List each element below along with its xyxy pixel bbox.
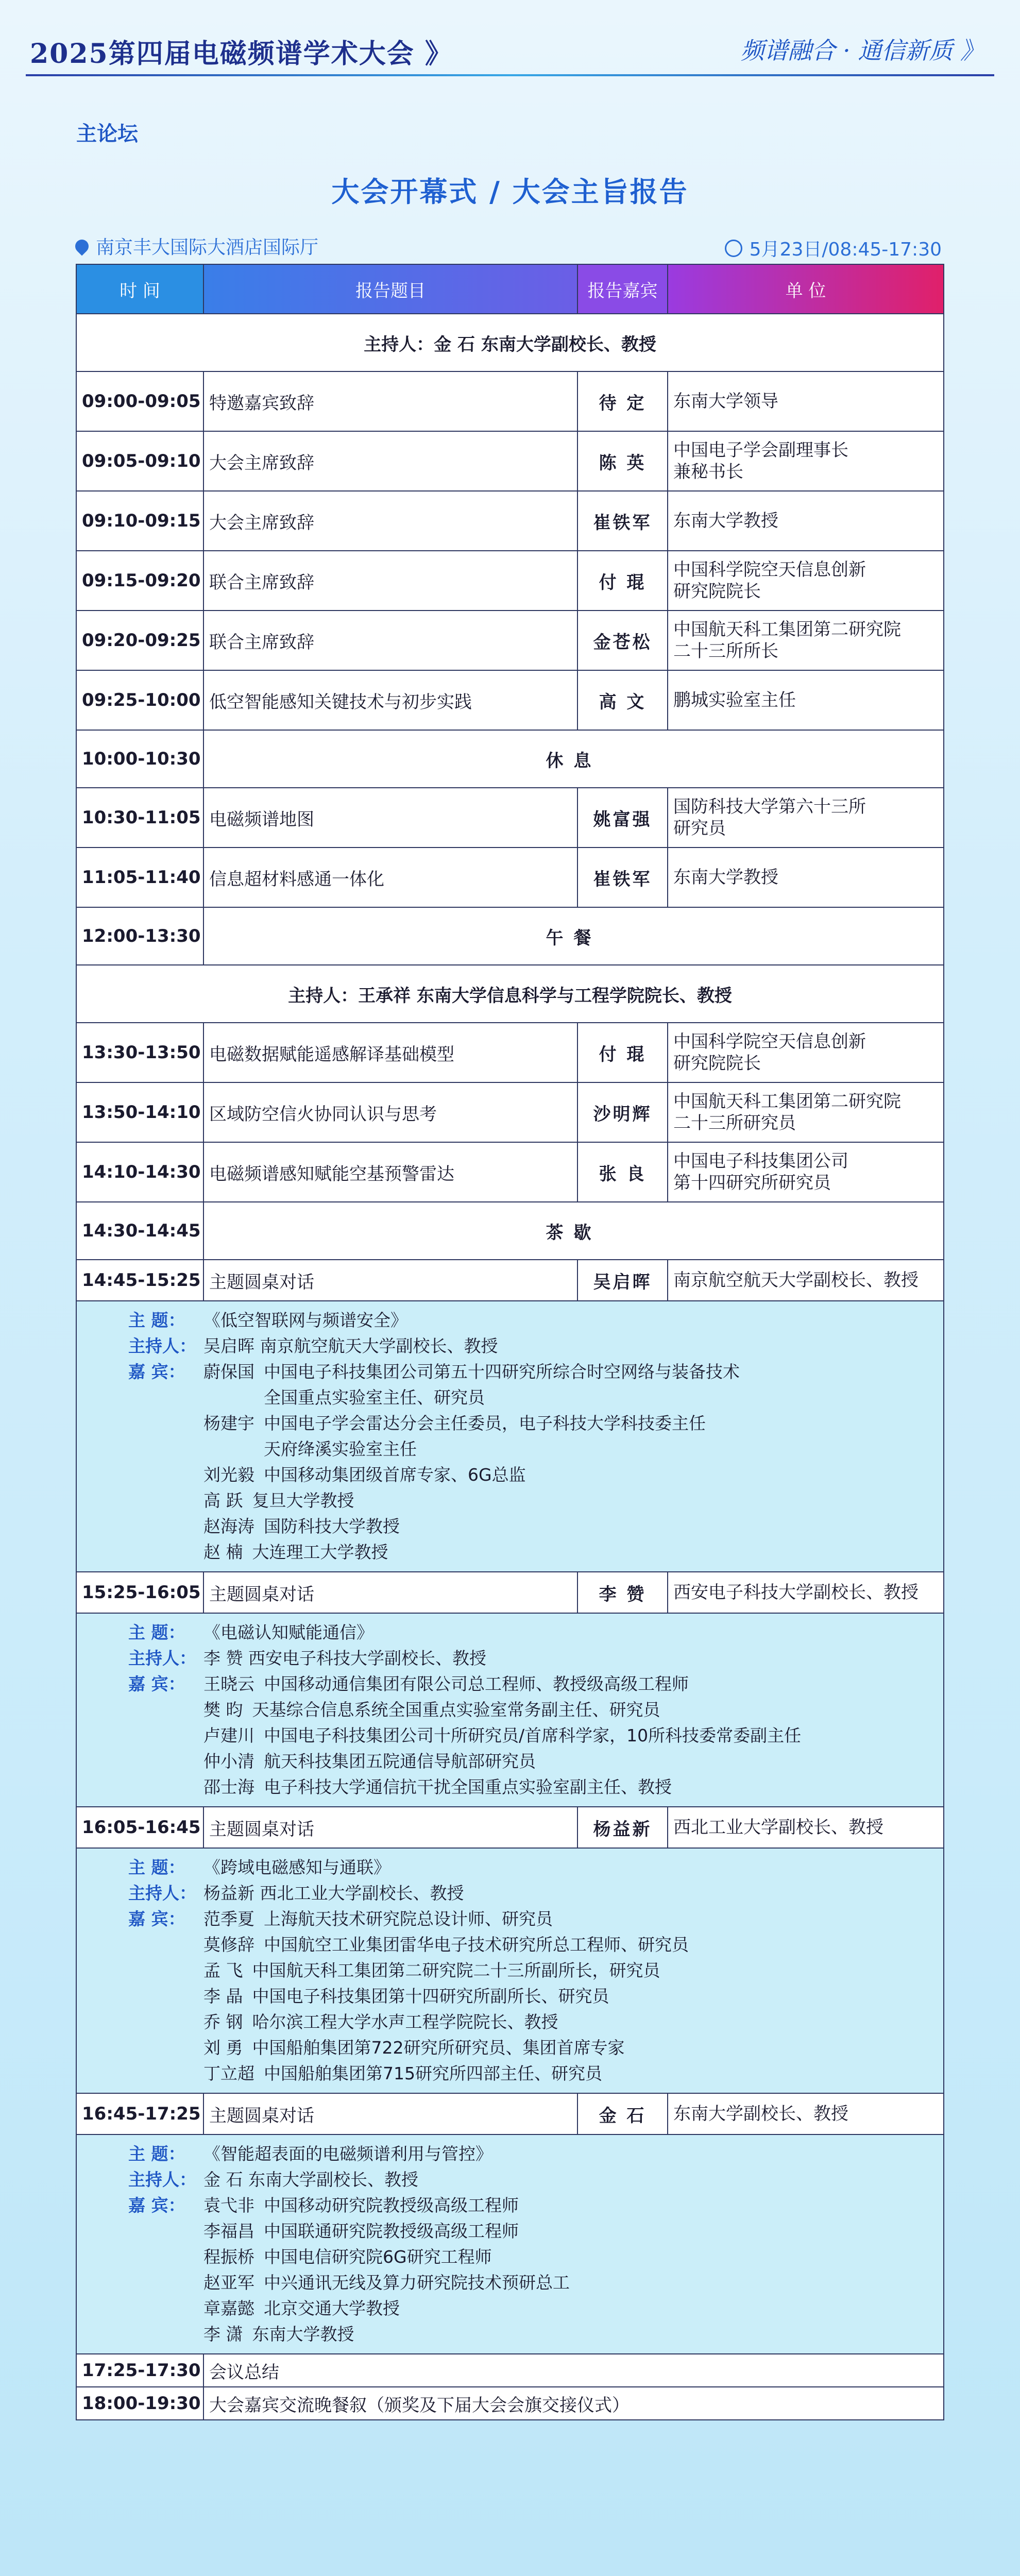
guest-entry [203,1539,943,1565]
guest-desc: 中国联通研究院教授级高级工程师 [264,2221,519,2241]
break-label: 休息 [203,730,944,788]
speaker-cell: 沙明辉 [577,1082,668,1142]
guest-desc: 中国移动通信集团有限公司总工程师、教授级高级工程师 [264,1674,689,1694]
guest-name: 赵亚军 [203,2273,254,2293]
table-row [76,788,944,848]
break-row [76,730,944,788]
theme-value: 《智能超表面的电磁频谱利用与管控》 [203,2144,492,2164]
time-cell: 12:00-13:30 [76,907,203,965]
unit-cell: 中国航天科工集团第二研究院 二十三所所长 [668,611,944,670]
guest-entry [203,2193,943,2218]
guest-name: 赵海涛 [203,1516,254,1536]
topic-cell: 主题圆桌对话 [203,1807,577,1848]
guest-name: 仲小清 [203,1751,254,1771]
guest-entry [203,2244,943,2270]
guest-entry [203,1932,943,1958]
guest-entry [203,1411,943,1462]
guest-name: 莫修辞 [203,1935,254,1955]
guest-entry [203,1958,943,1984]
guest-list [203,1671,943,1800]
speaker-cell: 李 赞 [577,1572,668,1613]
guest-desc: 中国移动集团级首席专家、6G总监 [264,1465,526,1485]
guest-key: 嘉 宾： [128,2195,185,2215]
guest-list [203,1906,943,2087]
speaker-cell: 陈 英 [577,431,668,491]
topic-cell: 大会主席致辞 [203,431,577,491]
date-time-text: 5月23日/08:45-17:30 [749,239,942,260]
speaker-cell: 付 琨 [577,551,668,611]
guest-entry [203,2009,943,2035]
guest-desc: 中国电子科技集团公司第五十四研究所综合时空网络与装备技术 全国重点实验室主任、研究员 [264,1362,740,1408]
col-unit: 单 位 [668,264,944,314]
host-value: 金 石 东南大学副校长、教授 [203,2170,418,2190]
theme-value: 《电磁认知赋能通信》 [203,1622,373,1642]
guest-desc: 北京交通大学教授 [264,2298,400,2318]
guest-desc: 中国航天科工集团第二研究院二十三所副所长，研究员 [252,1960,660,1980]
header-divider [26,74,994,76]
theme-key: 主 题： [128,2144,185,2164]
table-row [76,848,944,907]
host-key: 主持人： [128,2170,196,2190]
guest-entry [203,1749,943,1774]
guest-entry [203,2321,943,2347]
topic-cell: 信息超材料感通一体化 [203,848,577,907]
unit-cell: 东南大学教授 [668,848,944,907]
theme-key: 主 题： [128,1857,185,1877]
table-row [76,551,944,611]
time-cell: 09:15-09:20 [76,551,203,611]
topic-cell: 区域防空信火协同认识与思考 [203,1082,577,1142]
host-row [76,965,944,1023]
guest-name: 程振桥 [203,2247,254,2267]
theme-value: 《跨域电磁感知与通联》 [203,1857,390,1877]
guest-desc: 大连理工大学教授 [252,1542,388,1562]
guest-desc: 上海航天技术研究院总设计师、研究员 [264,1909,553,1929]
guest-name: 赵 楠 [203,1542,243,1562]
guest-entry [203,1359,943,1411]
conference-slogan: 频谱融合 · 通信新质 》 [740,37,984,64]
time-cell: 14:45-15:25 [76,1260,203,1301]
location-pin-icon [73,237,92,256]
panel-detail [76,1613,944,1807]
panel-detail-cell [76,2134,944,2354]
host-value: 李 赞 西安电子科技大学副校长、教授 [203,1648,486,1668]
guest-name: 卢建川 [203,1725,254,1745]
host-value: 杨益新 西北工业大学副校长、教授 [203,1883,464,1903]
topic-cell: 电磁频谱地图 [203,788,577,848]
unit-cell: 东南大学副校长、教授 [668,2093,944,2134]
unit-cell: 中国科学院空天信息创新 研究院院长 [668,1023,944,1082]
speaker-cell: 付 琨 [577,1023,668,1082]
panel-detail [76,1301,944,1572]
guest-name: 邵士海 [203,1777,254,1797]
host-key: 主持人： [128,1883,196,1903]
unit-cell: 中国电子学会副理事长 兼秘书长 [668,431,944,491]
col-topic: 报告题目 [203,264,577,314]
col-time: 时 间 [76,264,203,314]
table-row [76,1082,944,1142]
guest-key: 嘉 宾： [128,1909,185,1929]
guest-desc: 电子科技大学通信抗干扰全国重点实验室副主任、教授 [264,1777,672,1797]
topic-cell: 电磁数据赋能遥感解译基础模型 [203,1023,577,1082]
host-text: 主持人：金 石 东南大学副校长、教授 [76,314,944,371]
guest-name: 蔚保国 [203,1362,254,1382]
table-row [76,491,944,551]
time-cell: 16:45-17:25 [76,2093,203,2134]
unit-cell: 东南大学教授 [668,491,944,551]
table-row [76,371,944,431]
panel-detail-cell [76,1301,944,1572]
guest-desc: 东南大学教授 [252,2324,354,2344]
guest-name: 乔 钢 [203,2012,243,2032]
guest-entry [203,2035,943,2061]
closing-label: 大会嘉宾交流晚餐叙（颁奖及下届大会会旗交接仪式） [203,2387,944,2420]
panel-row [76,1260,944,1301]
panel-row [76,2093,944,2134]
time-cell: 09:00-09:05 [76,371,203,431]
speaker-cell: 杨益新 [577,1807,668,1848]
guest-key: 嘉 宾： [128,1674,185,1694]
guest-key: 嘉 宾： [128,1362,185,1382]
guest-desc: 航天科技集团五院通信导航部研究员 [264,1751,536,1771]
break-label: 午餐 [203,907,944,965]
unit-cell: 中国航天科工集团第二研究院 二十三所研究员 [668,1082,944,1142]
speaker-cell: 高 文 [577,670,668,730]
guest-desc: 中国船舶集团第722研究所研究员、集团首席专家 [252,2038,625,2058]
guest-name: 杨建宇 [203,1413,254,1433]
closing-label: 会议总结 [203,2354,944,2387]
guest-name: 袁弋非 [203,2195,254,2215]
guest-entry [203,1488,943,1514]
venue-text: 南京丰大国际大酒店国际厅 [96,237,319,258]
closing-row [76,2387,944,2420]
topic-cell: 大会主席致辞 [203,491,577,551]
time-cell: 14:10-14:30 [76,1142,203,1202]
guest-entry [203,1723,943,1749]
topic-cell: 低空智能感知关键技术与初步实践 [203,670,577,730]
speaker-cell: 崔铁军 [577,848,668,907]
guest-desc: 国防科技大学教授 [264,1516,400,1536]
guest-name: 丁立超 [203,2063,254,2083]
guest-desc: 中国移动研究院教授级高级工程师 [264,2195,519,2215]
closing-row [76,2354,944,2387]
guest-desc: 中国电子科技集团第十四研究所副所长、研究员 [252,1986,609,2006]
guest-name: 刘光毅 [203,1465,254,1485]
speaker-cell: 待 定 [577,371,668,431]
guest-entry [203,2061,943,2087]
break-row [76,1202,944,1260]
guest-entry [203,1774,943,1800]
panel-detail [76,1848,944,2093]
guest-name: 范季夏 [203,1909,254,1929]
host-key: 主持人： [128,1336,196,1356]
header [0,0,1020,98]
guest-desc: 中国航空工业集团雷华电子技术研究所总工程师、研究员 [264,1935,689,1955]
panel-detail [76,2134,944,2354]
guest-desc: 中国电子科技集团公司十所研究员/首席科学家，10所科技委常委副主任 [264,1725,802,1745]
table-row [76,670,944,730]
theme-key: 主 题： [128,1622,185,1642]
host-value: 吴启晖 南京航空航天大学副校长、教授 [203,1336,498,1356]
topic-cell: 主题圆桌对话 [203,2093,577,2134]
unit-cell: 国防科技大学第六十三所 研究员 [668,788,944,848]
time-cell: 11:05-11:40 [76,848,203,907]
time-cell: 15:25-16:05 [76,1572,203,1613]
time-cell: 09:10-09:15 [76,491,203,551]
guest-entry [203,2296,943,2321]
guest-list [203,2193,943,2347]
unit-cell: 中国电子科技集团公司 第十四研究所研究员 [668,1142,944,1202]
guest-desc: 中国电子学会雷达分会主任委员，电子科技大学科技委主任 天府绛溪实验室主任 [264,1413,706,1459]
speaker-cell: 张 良 [577,1142,668,1202]
break-label: 茶歇 [203,1202,944,1260]
unit-cell: 西北工业大学副校长、教授 [668,1807,944,1848]
break-row [76,907,944,965]
unit-cell: 中国科学院空天信息创新 研究院院长 [668,551,944,611]
guest-desc: 中国电信研究院6G研究工程师 [264,2247,492,2267]
time-cell: 16:05-16:45 [76,1807,203,1848]
guest-desc: 中国船舶集团第715研究所四部主任、研究员 [264,2063,602,2083]
table-header-row [76,264,944,314]
schedule-table [76,264,944,2420]
time-cell: 09:25-10:00 [76,670,203,730]
time-cell: 10:00-10:30 [76,730,203,788]
guest-name: 李福昌 [203,2221,254,2241]
time-cell: 10:30-11:05 [76,788,203,848]
host-row [76,314,944,371]
table-row [76,611,944,670]
clock-icon [725,240,742,257]
topic-cell: 联合主席致辞 [203,611,577,670]
table-row [76,1023,944,1082]
panel-row [76,1807,944,1848]
guest-desc: 哈尔滨工程大学水声工程学院院长、教授 [252,2012,558,2032]
topic-cell: 电磁频谱感知赋能空基预警雷达 [203,1142,577,1202]
topic-cell: 特邀嘉宾致辞 [203,371,577,431]
speaker-cell: 吴启晖 [577,1260,668,1301]
table-row [76,431,944,491]
host-text: 主持人：王承祥 东南大学信息科学与工程学院院长、教授 [76,965,944,1023]
guest-list [203,1359,943,1565]
unit-cell: 西安电子科技大学副校长、教授 [668,1572,944,1613]
guest-name: 高 跃 [203,1490,243,1511]
guest-name: 樊 昀 [203,1700,243,1720]
speaker-cell: 金苍松 [577,611,668,670]
panel-detail-cell [76,1848,944,2093]
time-cell: 13:30-13:50 [76,1023,203,1082]
guest-entry [203,1984,943,2009]
time-cell: 09:20-09:25 [76,611,203,670]
table-row [76,1142,944,1202]
speaker-cell: 崔铁军 [577,491,668,551]
page-title: 大会开幕式 / 大会主旨报告 [331,176,689,208]
guest-entry [203,1462,943,1488]
guest-entry [203,2270,943,2296]
venue [75,233,318,259]
host-key: 主持人： [128,1648,196,1668]
guest-name: 孟 飞 [203,1960,243,1980]
guest-desc: 中兴通讯无线及算力研究院技术预研总工 [264,2273,570,2293]
unit-cell: 东南大学领导 [668,371,944,431]
guest-name: 李 晶 [203,1986,243,2006]
speaker-cell: 金 石 [577,2093,668,2134]
theme-value: 《低空智联网与频谱安全》 [203,1310,407,1330]
time-cell: 18:00-19:30 [76,2387,203,2420]
speaker-cell: 姚富强 [577,788,668,848]
unit-cell: 南京航空航天大学副校长、教授 [668,1260,944,1301]
guest-entry [203,1906,943,1932]
guest-desc: 复旦大学教授 [252,1490,354,1511]
col-speaker: 报告嘉宾 [577,264,668,314]
time-cell: 17:25-17:30 [76,2354,203,2387]
topic-cell: 主题圆桌对话 [203,1572,577,1613]
topic-cell: 主题圆桌对话 [203,1260,577,1301]
panel-detail-cell [76,1613,944,1807]
unit-cell: 鹏城实验室主任 [668,670,944,730]
date-time [725,235,942,261]
conference-title: 2025第四届电磁频谱学术大会 》 [30,38,453,70]
forum-label: 主论坛 [76,122,138,146]
guest-entry [203,2218,943,2244]
panel-row [76,1572,944,1613]
guest-entry [203,1514,943,1539]
time-cell: 14:30-14:45 [76,1202,203,1260]
guest-name: 章嘉懿 [203,2298,254,2318]
guest-name: 刘 勇 [203,2038,243,2058]
topic-cell: 联合主席致辞 [203,551,577,611]
time-cell: 13:50-14:10 [76,1082,203,1142]
guest-entry [203,1671,943,1697]
guest-entry [203,1697,943,1723]
guest-name: 李 潇 [203,2324,243,2344]
theme-key: 主 题： [128,1310,185,1330]
guest-desc: 天基综合信息系统全国重点实验室常务副主任、研究员 [252,1700,660,1720]
guest-name: 王晓云 [203,1674,254,1694]
time-cell: 09:05-09:10 [76,431,203,491]
